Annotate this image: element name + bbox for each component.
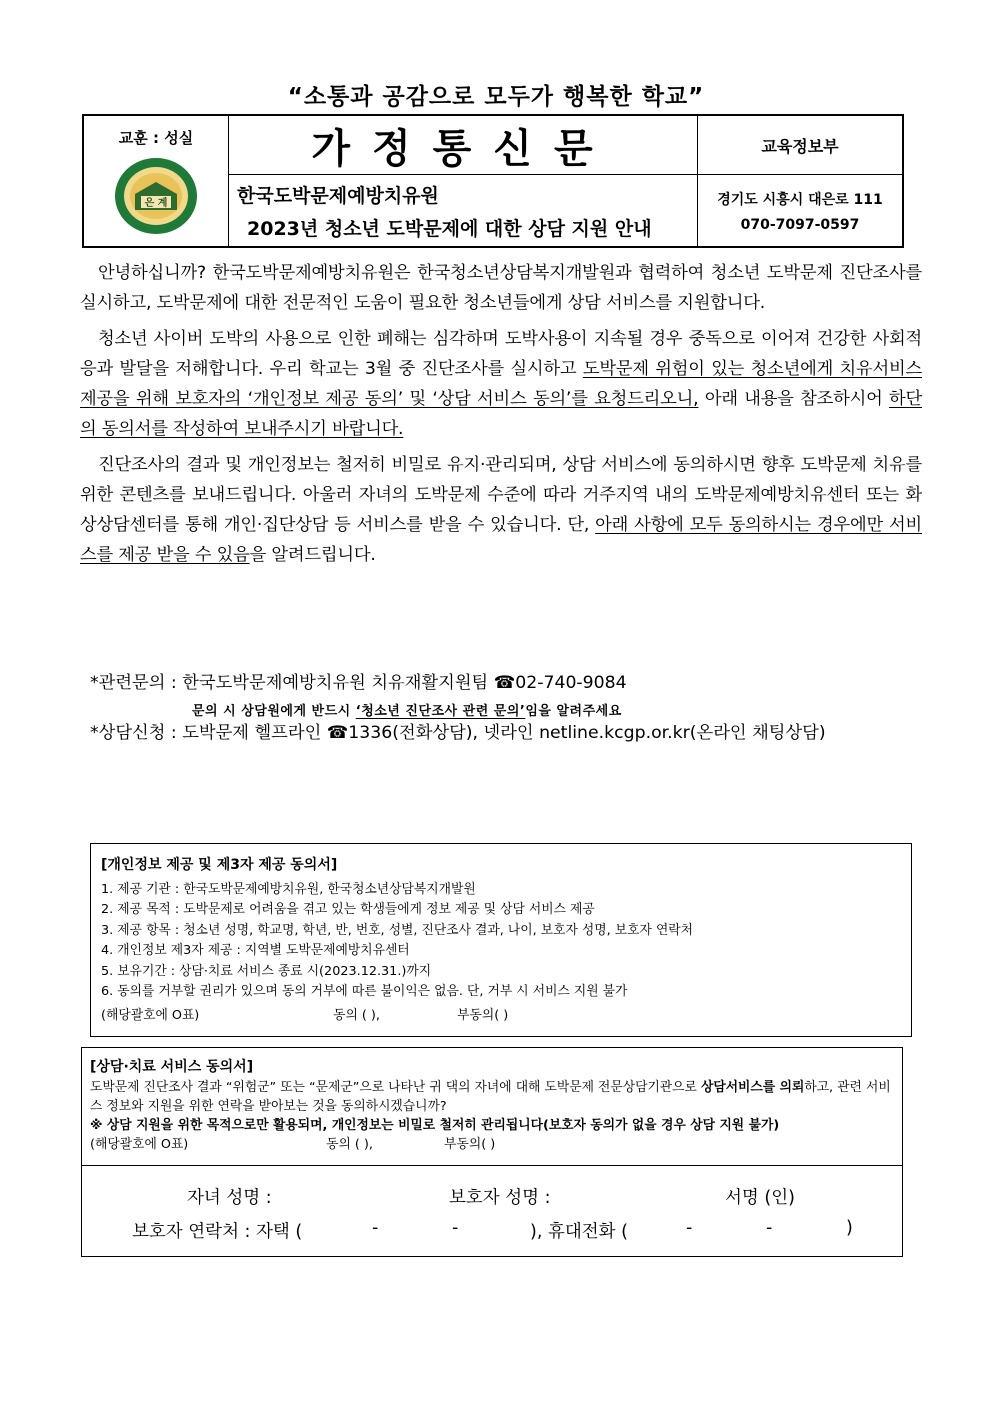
mark-instruction: (해당괄호에 O표) (90, 1137, 189, 1152)
paragraph-privacy: 진단조사의 결과 및 개인정보는 철저히 비밀로 유지·관리되며, 상담 서비스에 동의하시면 향후 도박문제 치유를 위한 콘텐츠를 보내드립니다. 아울러 자녀의 도박문제 수준에 따라 거주지역 내의 도박문제예방치유센터 또는 화상상담센터를 통해 개인·집단상담 등 서비스를 받을 수 있습니다. 단, 아래 사항에 모두 동의하시는 경우에만 서비스를 제공 받을 수 있음을 알려드립니다. (80, 455, 922, 565)
school-address: 경기도 시흥시 대은로 111 (717, 191, 883, 208)
counseling-consent-form (81, 1047, 903, 1257)
counseling-consent-text: 도박문제 진단조사 결과 “위험군” 또는 “문제군”으로 나타난 귀 댁의 자녀에 대해 도박문제 전문상담기관으로 상담서비스를 의뢰하고, 관련 서비스 정보와 지원을 위한 연락을 받아보는 것을 동의하시겠습니까? (90, 1080, 891, 1114)
counseling-consent-title: [상담·치료 서비스 동의서] (90, 1059, 254, 1075)
consent-item: 5. 보유기간 : 상담·치료 서비스 종료 시(2023.12.31.)까지 (101, 963, 432, 979)
home-phone-dash: - (372, 1218, 379, 1238)
counseling-consent-note: ※ 상담 지원을 위한 목적으로만 활용되며, 개인정보는 비밀로 철저히 관리됩니다(보호자 동의가 없을 경우 상담 지원 불가) (90, 1118, 780, 1133)
counseling-disagree-box[interactable]: 부동의( ) (444, 1137, 496, 1152)
privacy-consent-choice-row (101, 1006, 901, 1026)
privacy-agree-box[interactable]: 동의 ( ), (333, 1008, 380, 1024)
counseling-application: *상담신청 : 도박문제 헬프라인 ☎1336(전화상담), 넷라인 netline.kcgp.or.kr(온라인 채팅상담) (90, 723, 826, 743)
paragraph-intro: 안녕하십니까? 한국도박문제예방치유원은 한국청소년상담복지개발원과 협력하여 청소년 도박문제 진단조사를 실시하고, 도박문제에 대한 전문적인 도움이 필요한 청소년들에게 상담 서비스를 지원합니다. (80, 263, 922, 313)
home-phone-dash: - (452, 1218, 459, 1238)
school-motto-heading: “소통과 공감으로 모두가 행복한 학교” (287, 84, 705, 110)
consent-item: 1. 제공 기관 : 한국도박문제예방치유원, 한국청소년상담복지개발원 (101, 882, 476, 897)
consent-item: 2. 제공 목적 : 도박문제로 어려움을 겪고 있는 학생들에게 정보 제공 및 상담 서비스 제공 (101, 902, 595, 918)
consent-item: 6. 동의를 거부할 권리가 있으며 동의 거부에 따른 불이익은 없음. 단, 거부 시 서비스 지원 불가 (101, 984, 628, 1000)
counseling-agree-box[interactable]: 동의 ( ), (326, 1137, 373, 1152)
school-contact-cell (698, 175, 904, 248)
school-emblem-icon (113, 156, 199, 236)
school-motto-label: 교훈 : 성실 (118, 128, 194, 147)
counseling-consent-section (82, 1048, 902, 1166)
counseling-consent-choice-row (90, 1135, 892, 1154)
signature-field[interactable]: 서명 (인) (725, 1188, 795, 1208)
school-phone: 070-7097-0597 (740, 216, 860, 233)
mark-instruction: (해당괄호에 O표) (101, 1008, 200, 1024)
mobile-phone-dash: - (766, 1218, 773, 1238)
child-name-field[interactable]: 자녀 성명 : (187, 1188, 272, 1208)
guardian-contact-label: 보호자 연락처 : 자택 ( (132, 1222, 303, 1242)
mobile-phone-dash: - (686, 1218, 693, 1238)
mobile-phone-label: ), 휴대전화 ( (530, 1222, 628, 1242)
privacy-consent-form (90, 843, 912, 1037)
guardian-name-field[interactable]: 보호자 성명 : (449, 1188, 551, 1208)
paragraph-request: 청소년 사이버 도박의 사용으로 인한 폐해는 심각하며 도박사용이 지속될 경우 중독으로 이어져 건강한 사회적응과 발달을 저해합니다. 우리 학교는 3월 중 진단조사를 실시하고 도박문제 위험이 있는 청소년에게 치유서비스 제공을 위해 보호자의 ‘개인정보 제공 동의’ 및 ‘상담 서비스 동의’를 요청드리오니, 아래 내용을 참조하시어 하단의 동의서를 작성하여 보내주시기 바랍니다. (80, 329, 922, 439)
subtitle-cell (229, 175, 698, 248)
page-title: 가정통신문 (229, 115, 698, 175)
newsletter-header-table (82, 114, 904, 248)
inquiry-notice: 문의 시 상담원에게 반드시 ‘청소년 진단조사 관련 문의’임을 알려주세요 (192, 704, 622, 719)
consent-item: 4. 개인정보 제3자 제공 : 지역별 도박문제예방치유센터 (101, 943, 410, 959)
department-label: 교육정보부 (698, 115, 904, 175)
consent-item: 3. 제공 항목 : 청소년 성명, 학교명, 학년, 반, 번호, 성별, 진단조사 결과, 나이, 보호자 성명, 보호자 연락처 (101, 922, 694, 938)
subtitle-organization: 한국도박문제예방치유원 (237, 184, 439, 207)
privacy-consent-title: [개인정보 제공 및 제3자 제공 동의서] (101, 857, 338, 873)
emblem-text: 은 계 (144, 197, 168, 209)
mobile-phone-close: ) (846, 1218, 853, 1238)
inquiry-contact: *관련문의 : 한국도박문제예방치유원 치유재활지원팀 ☎02-740-9084 (90, 673, 627, 693)
body-paragraphs (80, 258, 922, 570)
school-logo-cell (83, 115, 229, 247)
privacy-disagree-box[interactable]: 부동의( ) (457, 1008, 509, 1024)
subtitle-topic: 2023년 청소년 도박문제에 대한 상담 지원 안내 (247, 217, 652, 240)
